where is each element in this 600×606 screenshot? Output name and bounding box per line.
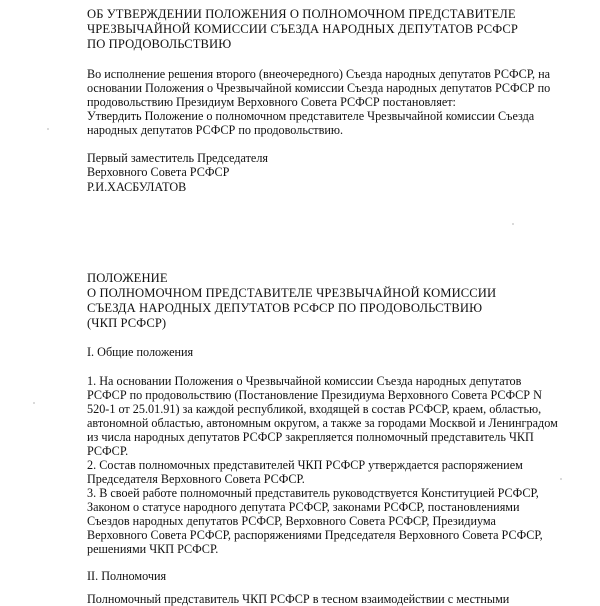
decree-title-line: ОБ УТВЕРЖДЕНИИ ПОЛОЖЕНИЯ О ПОЛНОМОЧНОМ ПРЕДСТАВИТЕЛЕ (87, 7, 516, 21)
section1-body-line: автономной областью, автономным округом, а также за городами Москвой и Ленинградом (87, 416, 558, 430)
section1-body-line: 1. На основании Положения о Чрезвычайной комиссии Съезда народных депутатов (87, 374, 522, 388)
section1-body-line: 2. Состав полномочных представителей ЧКП РСФСР утверждается распоряжением (87, 458, 523, 472)
decree-body-line: Во исполнение решения второго (внеочередного) Съезда народных депутатов РСФСР, на (87, 67, 551, 81)
section1-body-line: решениями ЧКП РСФСР. (87, 542, 219, 556)
decree-body-line: Утвердить Положение о полномочном представителе Чрезвычайной комиссии Съезда (87, 109, 535, 123)
section1-body-line: из числа народных депутатов РСФСР закрепляется полномочный представитель ЧКП (87, 430, 534, 444)
section1-body-line: 520-1 от 25.01.91) за каждой республикой, входящей в состав РСФСР, краем, областью, (87, 402, 542, 416)
section1-body-line: Председателя Верховного Совета РСФСР. (87, 472, 305, 486)
section1-body-line: РСФСР по продовольствию (Постановление Президиума Верховного Совета РСФСР N (87, 388, 542, 402)
section1-body-line: Законом о статусе народного депутата РСФСР, законами РСФСР, постановлениями (87, 500, 520, 514)
decree-body-line: основании Положения о Чрезвычайной комиссии Съезда народных депутатов РСФСР по (87, 81, 551, 95)
decree-title-line: ПО ПРОДОВОЛЬСТВИЮ (87, 37, 232, 51)
section1-body-line: РСФСР. (87, 444, 129, 458)
section1-body-line: Верховного Совета РСФСР, распоряжениями Председателя Верховного Совета РСФСР, (87, 528, 543, 542)
decree-title-line: ЧРЕЗВЫЧАЙНОЙ КОМИССИИ СЪЕЗДА НАРОДНЫХ ДЕПУТАТОВ РСФСР (87, 22, 518, 36)
section-heading: II. Полномочия (87, 569, 167, 583)
section-heading: I. Общие положения (87, 345, 194, 359)
signature-line: Верховного Совета РСФСР (87, 165, 230, 179)
scan-speck (33, 402, 35, 404)
regulation-title-line: О ПОЛНОМОЧНОМ ПРЕДСТАВИТЕЛЕ ЧРЕЗВЫЧАЙНОЙ КОМИССИИ (87, 286, 497, 300)
scan-speck (560, 478, 562, 480)
regulation-title-line: (ЧКП РСФСР) (87, 316, 167, 330)
regulation-title-line: СЪЕЗДА НАРОДНЫХ ДЕПУТАТОВ РСФСР ПО ПРОДОВОЛЬСТВИЮ (87, 301, 483, 315)
signature-line: Первый заместитель Председателя (87, 151, 269, 165)
decree-body-line: продовольствию Президиум Верховного Совета РСФСР постановляет: (87, 95, 456, 109)
section1-body-line: 3. В своей работе полномочный представитель руководствуется Конституцией РСФСР, (87, 486, 539, 500)
section1-body-line: Съездов народных депутатов РСФСР, Верховного Совета РСФСР, Президиума (87, 514, 496, 528)
regulation-title-line: ПОЛОЖЕНИЕ (87, 271, 168, 285)
scan-speck (512, 223, 514, 225)
decree-body-line: народных депутатов РСФСР по продовольствию. (87, 123, 344, 137)
scan-speck (47, 128, 49, 130)
signature-name: Р.И.ХАСБУЛАТОВ (87, 180, 187, 194)
section2-body-line: Полномочный представитель ЧКП РСФСР в тесном взаимодействии с местными (87, 592, 510, 606)
